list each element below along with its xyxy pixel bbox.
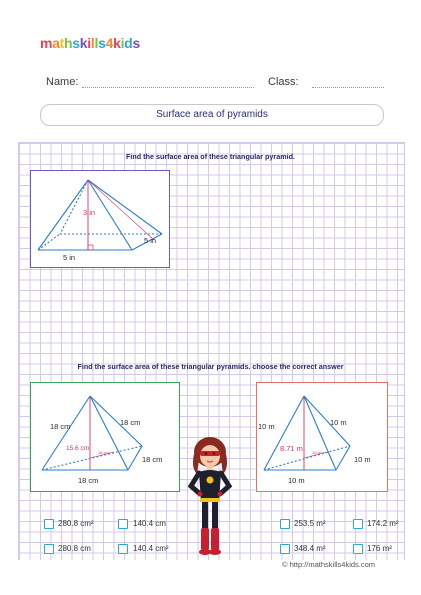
answer-checkbox-left-3[interactable] xyxy=(44,544,54,554)
logo-letter: k xyxy=(113,35,121,51)
answer-right-2: 174.2 m² xyxy=(367,519,399,528)
class-line[interactable] xyxy=(312,86,384,88)
logo xyxy=(40,36,140,50)
pyramid-1-drawing xyxy=(30,170,170,268)
figure-2-left xyxy=(30,382,180,492)
class-label: Class: xyxy=(268,76,299,88)
edge-left-label-2: 18 cm xyxy=(50,422,71,431)
logo-letter: 4 xyxy=(105,35,114,51)
answer-checkbox-left-2[interactable] xyxy=(118,519,128,529)
name-label: Name: xyxy=(46,76,79,88)
name-line[interactable] xyxy=(82,86,254,88)
answer-left-4: 140.4 cm² xyxy=(133,544,169,553)
logo-letter: m xyxy=(40,35,53,51)
base-label-2: 18 cm xyxy=(78,476,99,485)
footer xyxy=(0,560,421,595)
base-label-1: 5 in xyxy=(63,253,76,262)
answer-right-4: 176 m² xyxy=(367,544,392,553)
logo-letter: l xyxy=(94,35,99,51)
edge-right-label-2: 18 cm xyxy=(120,418,141,427)
answer-left-3: 280.8 cm xyxy=(58,544,91,553)
instruction-1: Find the surface area of these triangular pyramid. xyxy=(126,152,295,161)
logo-letter: h xyxy=(64,35,73,51)
side-label-3: 10 m xyxy=(354,455,371,464)
side-label-1: 5 in xyxy=(144,236,157,245)
logo-letter: a xyxy=(52,35,60,51)
answer-checkbox-left-1[interactable] xyxy=(44,519,54,529)
pyramid-2-drawing xyxy=(30,382,180,492)
base-label-3: 10 m xyxy=(288,476,305,485)
logo-letter: s xyxy=(72,35,80,51)
answer-right-1: 253.5 m² xyxy=(294,519,326,528)
height-label-1: 3 in xyxy=(83,208,96,217)
answer-left-2: 140.4 cm xyxy=(133,519,166,528)
inner-label-2: 18 cm xyxy=(98,450,109,455)
answer-checkbox-right-4[interactable] xyxy=(353,544,363,554)
height-label-2: 15.6 cm xyxy=(66,445,90,452)
instruction-2: Find the surface area of these triangular pyramids. choose the correct answer xyxy=(77,362,344,371)
footer-url: © http://mathskills4kids.com xyxy=(282,560,376,569)
answer-checkbox-right-3[interactable] xyxy=(280,544,290,554)
answer-checkbox-right-2[interactable] xyxy=(353,519,363,529)
worksheet-title: Surface area of pyramids xyxy=(40,104,384,126)
figure-1 xyxy=(30,170,170,268)
logo-letter: t xyxy=(59,35,65,51)
logo-letter: s xyxy=(132,35,140,51)
answer-checkbox-right-1[interactable] xyxy=(280,519,290,529)
edge-left-label-3: 10 m xyxy=(258,422,275,431)
answer-right-3: 348.4 m² xyxy=(294,544,326,553)
logo-letter: i xyxy=(87,35,91,51)
logo-letter: l xyxy=(90,35,95,51)
answer-checkbox-left-4[interactable] xyxy=(118,544,128,554)
side-label-2: 18 cm xyxy=(142,455,163,464)
logo-letter: k xyxy=(79,35,88,51)
logo-letter: d xyxy=(124,35,133,51)
inner-label-3: 10 m xyxy=(312,450,321,455)
figure-2-right xyxy=(256,382,388,492)
height-label-3: 8.71 m xyxy=(280,444,303,453)
edge-right-label-3: 10 m xyxy=(330,418,347,427)
logo-letter: s xyxy=(98,35,106,51)
superhero-girl-illustration xyxy=(185,436,235,558)
answer-left-1: 280.8 cm² xyxy=(58,519,94,528)
pyramid-3-drawing xyxy=(256,382,388,492)
logo-letter: i xyxy=(120,35,125,51)
